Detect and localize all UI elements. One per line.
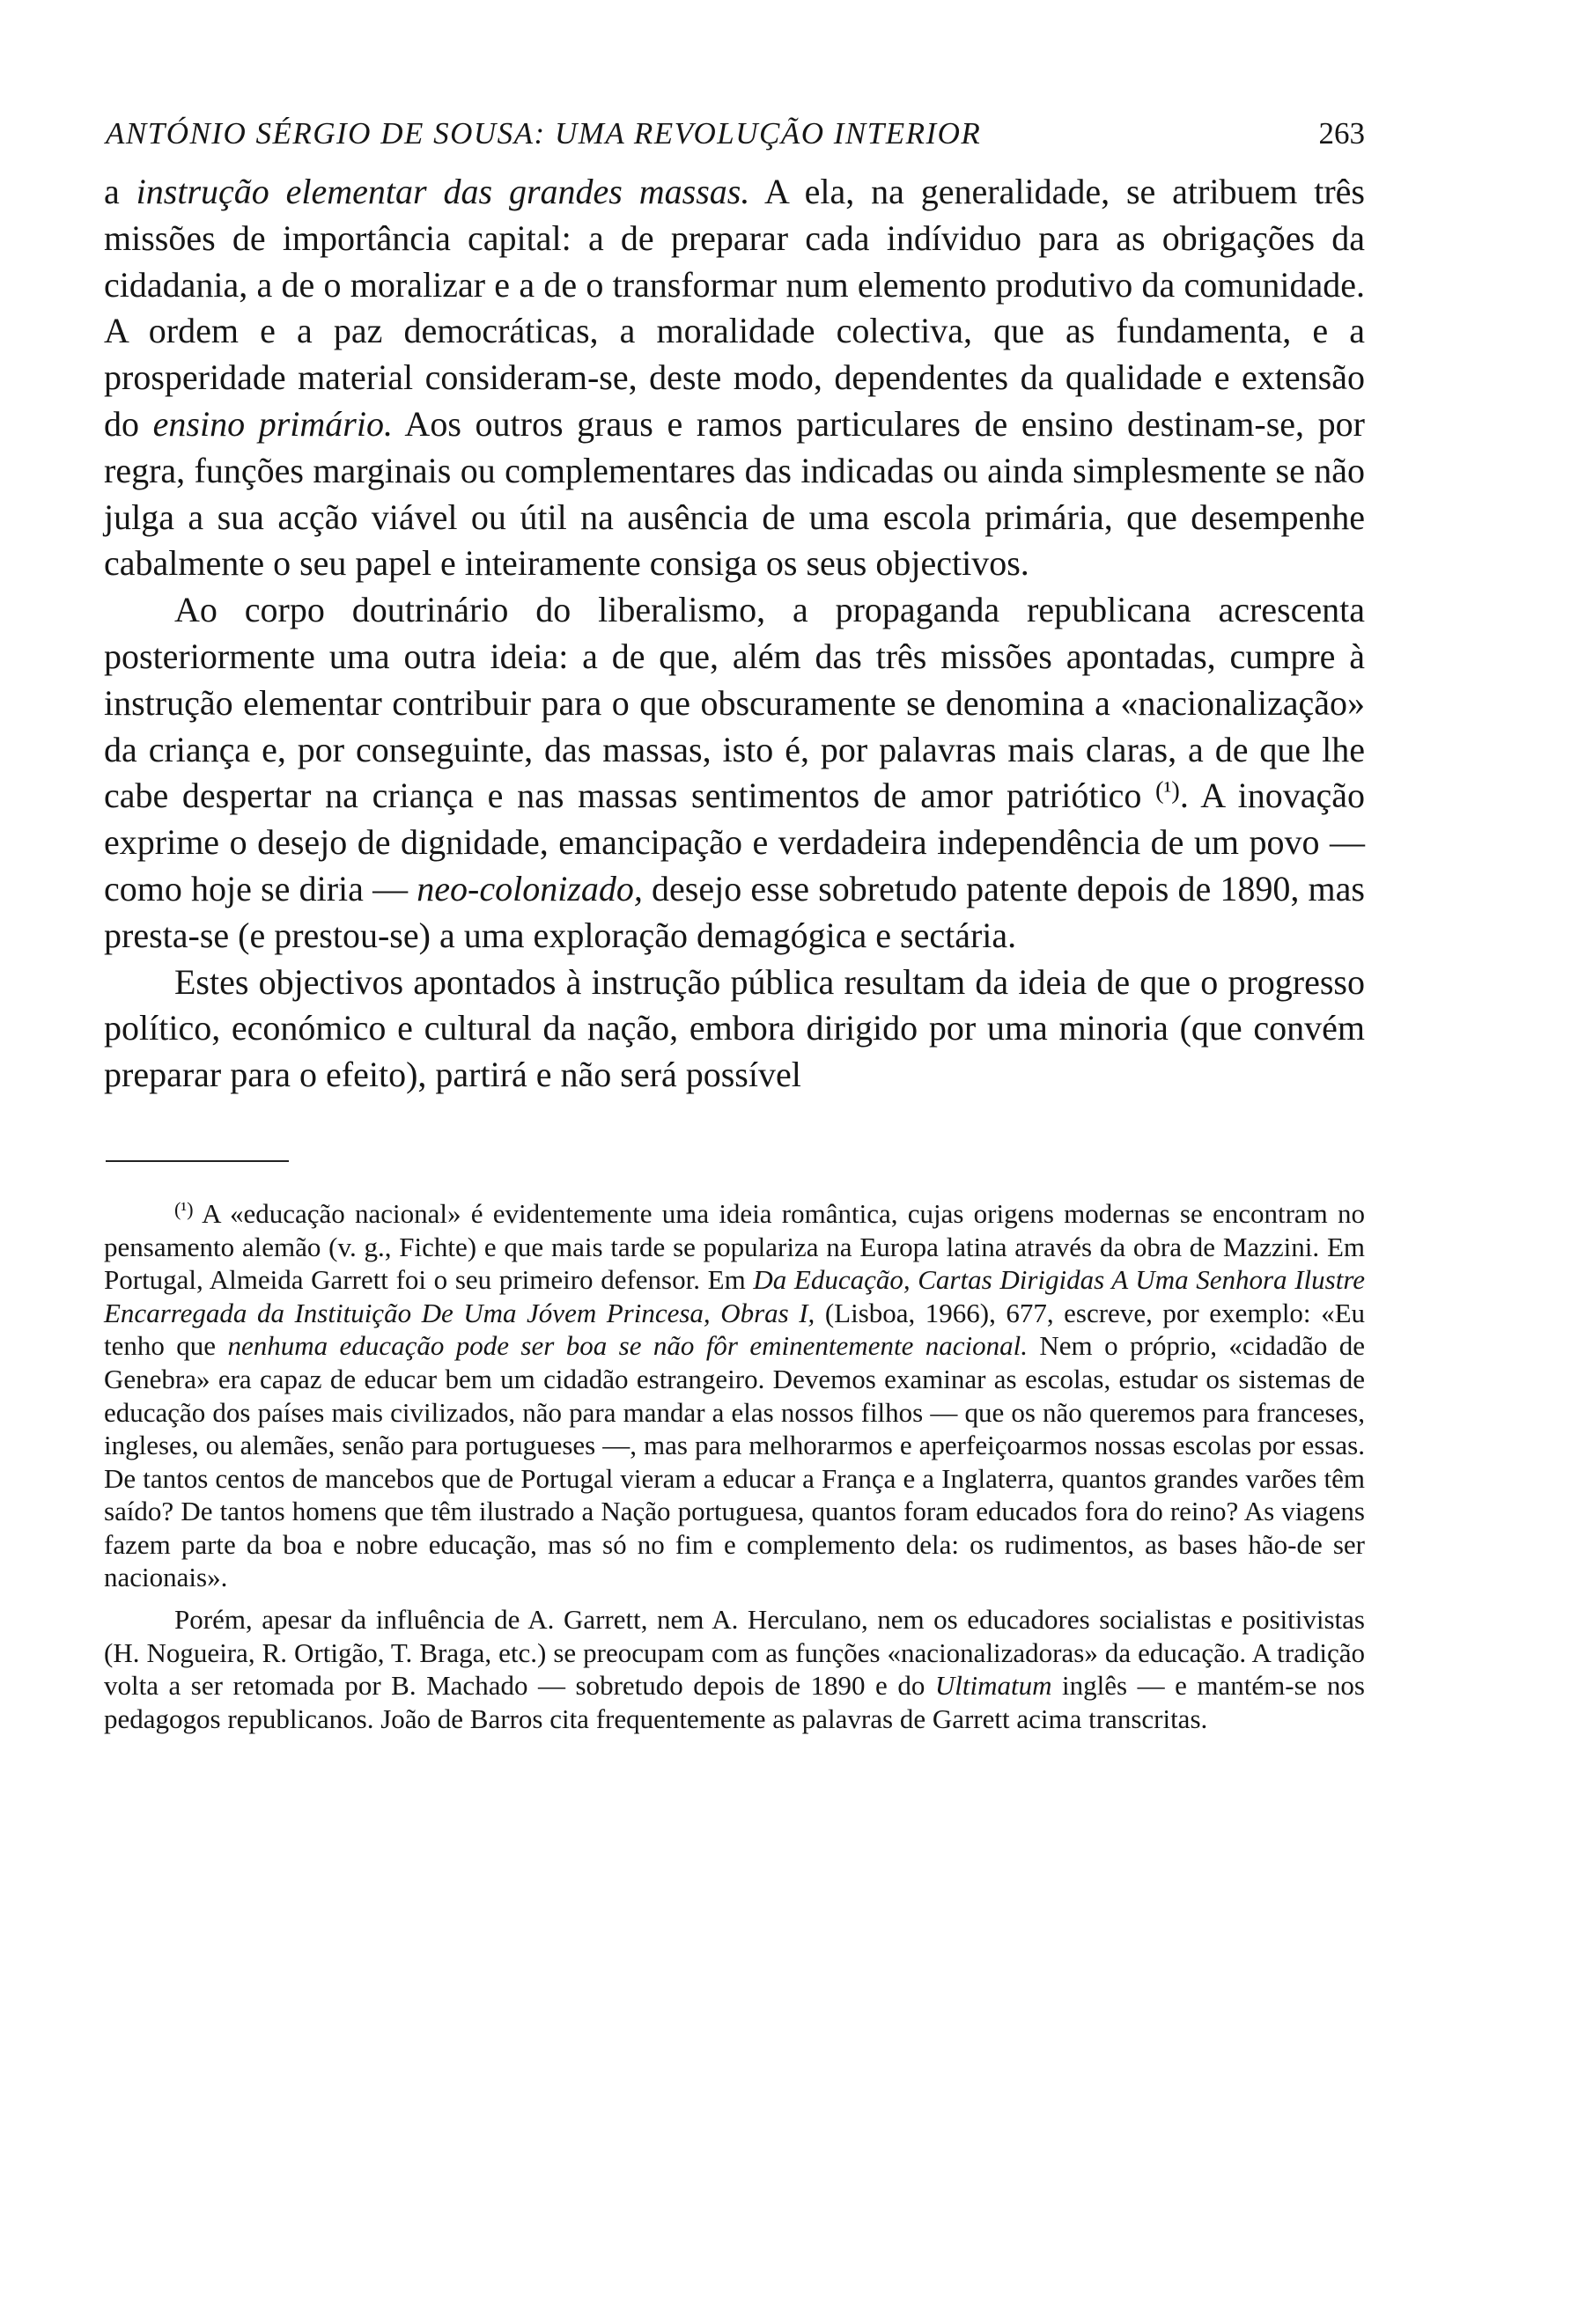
footnote-separator — [106, 1160, 289, 1162]
text-run: desejo esse sobretudo patente depois de 1890, mas presta-se (e prestou-se) a uma exploração demagógica e sectária. — [104, 868, 1365, 955]
text-run: inglês — e mantém-se nos pedagogos republicanos. João de Barros cita frequentemente as palavras de Garrett acima transcritas. — [104, 1670, 1365, 1734]
text-run: A ela, na generalidade, se atribuem três missões de importância capital: a de preparar cada indíviduo para as obrigações da cidadania, a de o moralizar e a de o transformar num elemento produtivo da comunidade. A ordem e a paz democráticas, a moralidade colectiva, que as fundamenta, e a prosperidade material consideram-se, deste modo, dependentes da qualidade e extensão do — [104, 172, 1365, 444]
body-paragraph — [104, 169, 1365, 587]
text-run: Porém, apesar da influência de A. Garrett, nem A. Herculano, nem os educadores socialistas e positivistas (H. Nogueira, R. Ortigão, T. Braga, etc.) se preocupam com as funções «nacionalizadoras» da educação. A tradição volta a ser retomada por B. Machado — sobretudo depois de 1890 e do — [104, 1604, 1365, 1702]
text-run: . A inovação exprime o desejo de dignidade, emancipação e verdadeira independência de um povo — como hoje se diria — — [104, 776, 1365, 908]
footnote-marker: (¹) — [174, 1198, 194, 1221]
body-paragraph — [104, 960, 1365, 1099]
page-number: 263 — [1318, 116, 1365, 151]
italic-text: neo-colonizado, — [417, 868, 643, 908]
text-run: Ao corpo doutrinário do liberalismo, a propaganda republicana acrescenta posteriormente uma outra ideia: a de que, além das três missões apontadas, cumpre à instrução elementar contribuir para o que obscuramente se denomina a «nacionalização» da criança e, por conseguinte, das massas, isto é, por palavras mais claras, a de que lhe cabe despertar na criança e nas massas sentimentos de amor patriótico — [104, 590, 1365, 816]
footnote-paragraph — [104, 1197, 1365, 1594]
italic-text: ensino primário. — [152, 403, 393, 444]
running-head — [104, 106, 1365, 162]
italic-text: instrução elementar das grandes massas. — [136, 172, 750, 211]
italic-text: Ultimatum — [934, 1670, 1052, 1702]
text-run: Aos outros graus e ramos particulares de ensino destinam-se, por regra, funções marginais ou complementares das indicadas ou ainda simplesmente se não julga a sua acção viável ou útil na ausência de uma escola primária, que desempenhe cabalmente o seu papel e inteiramente consiga os seus objectivos. — [104, 403, 1365, 584]
text-run: Estes objectivos apontados à instrução pública resultam da ideia de que o progresso político, económico e cultural da nação, embora dirigido por uma minoria (que convém preparar para o efeito), partirá e não será possível — [104, 961, 1365, 1095]
footnote-marker: (¹) — [1155, 776, 1180, 805]
body-paragraph — [104, 587, 1365, 959]
footnote-paragraph — [104, 1603, 1365, 1735]
text-run: a — [104, 172, 136, 211]
italic-text: nenhuma educação pode ser boa se não fôr eminentemente nacional. — [227, 1330, 1028, 1362]
body-text — [104, 169, 1365, 1099]
footnotes — [104, 1197, 1365, 1736]
text-run: A «educação nacional» é evidentemente uma ideia romântica, cujas origens modernas se encontram no pensamento alemão (v. g., Fichte) e que mais tarde se populariza na Europa latina através da obra de Mazzini. Em Portugal, Almeida Garrett foi o seu primeiro defensor. Em — [104, 1197, 1365, 1296]
running-title: ANTÓNIO SÉRGIO DE SOUSA: UMA REVOLUÇÃO INTERIOR — [106, 116, 982, 151]
text-run: (Lisboa, 1966), 677, escreve, por exemplo: «Eu tenho que — [104, 1297, 1366, 1362]
italic-text: Da Educação, Cartas Dirigidas A Uma Senhora Ilustre Encarregada da Instituição De Uma Jóvem Princesa, Obras I, — [104, 1264, 1365, 1328]
book-page — [104, 106, 1365, 1735]
text-run: Nem o próprio, «cidadão de Genebra» era capaz de educar bem um cidadão estrangeiro. Devemos examinar as escolas, estudar os sistemas de educação dos países mais civilizados, não para mandar a elas nossos filhos — que os não queremos para franceses, ingleses, ou alemães, senão para portugueses —, mas para melhorarmos e aperfeiçoarmos nossas escolas por essas. De tantos centos de mancebos que de Portugal vieram a educar a França e a Inglaterra, quantos grandes varões têm saído? De tantos homens que têm ilustrado a Nação portuguesa, quantos foram educados fora do reino? As viagens fazem parte da boa e nobre educação, mas só no fim e complemento dela: os rudimentos, as bases hão-de ser nacionais». — [104, 1330, 1366, 1593]
